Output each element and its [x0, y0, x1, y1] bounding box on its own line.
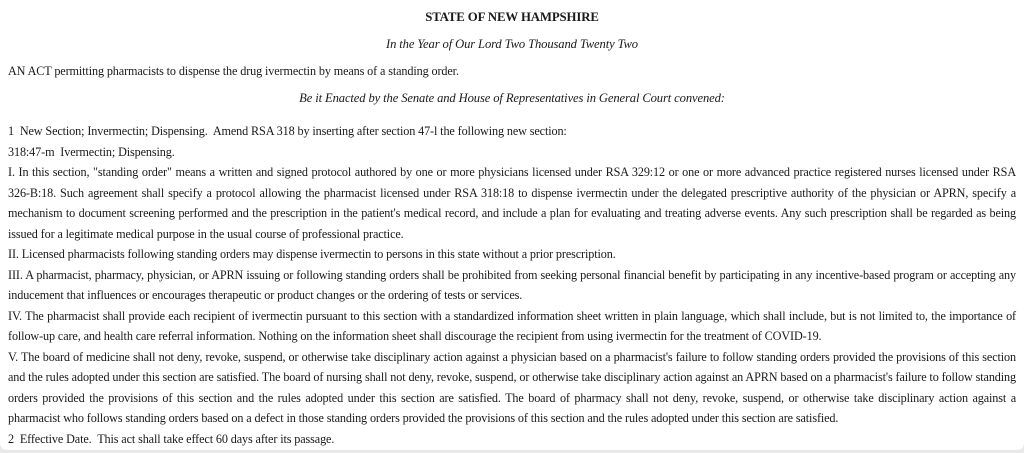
- paragraph-V: V. The board of medicine shall not deny, revoke, suspend, or otherwise take disciplinary action against a physician based on a pharmacist's failure to follow standing orders provided the provisions of this section and the rules adopted under this section are satisfied. The board of nursing shall not deny, revoke, suspend, or otherwise take disciplinary action against an APRN based on a pharmacist's failure to follow standing orders provided the provisions of this section and the rules adopted under this section are satisfied. The board of pharmacy shall not deny, revoke, suspend, or otherwise take disciplinary action against a pharmacist who follows standing orders based on a defect in those standing orders provided the provisions of this section and the rules adopted under this section are satisfied.: [8, 349, 1016, 425]
- paragraph-III: III. A pharmacist, pharmacy, physician, or APRN issuing or following standing orders shall be prohibited from seeking personal financial benefit by participating in any incentive-based program or accepting any inducement that influences or encourages therapeutic or product changes or the ordering of tests or services.: [8, 267, 1016, 302]
- enacting-clause: Be it Enacted by the Senate and House of Representatives in General Court convened:: [299, 91, 725, 105]
- section-2-effective-date-line: 2 Effective Date. This act shall take effect 60 days after its passage.: [8, 431, 335, 446]
- paragraph-II: II. Licensed pharmacists following standing orders may dispense ivermectin to persons in this state without a prior prescription.: [8, 247, 616, 261]
- act-title-line: AN ACT permitting pharmacists to dispense the drug ivermectin by means of a standing order.: [8, 64, 459, 78]
- paragraph-I: I. In this section, "standing order" means a written and signed protocol authored by one or more physicians licensed under RSA 329:12 or one or more advanced practice registered nurses licensed under RSA 326-B:18. Such agreement shall specify a protocol allowing the pharmacist licensed under RSA 318:18 to dispense ivermectin under the delegated prescriptive authority of the physician or APRN, specify a mechanism to document screening performed and the prescription in the patient's medical record, and include a plan for evaluating and treating adverse events. Any such prescription shall be regarded as being issued for a legitimate medical purpose in the usual course of professional practice.: [8, 165, 1016, 241]
- paragraph-IV: IV. The pharmacist shall provide each recipient of ivermectin pursuant to this section with a standardized information sheet written in plain language, which shall include, but is not limited to, the importance of follow-up care, and health care referral information. Nothing on the information sheet shall discourage the recipient from using ivermectin for the treatment of COVID-19.: [8, 308, 1016, 343]
- section-1-line: 1 New Section; Invermectin; Dispensing. Amend RSA 318 by inserting after section 47-l the following new section:: [8, 124, 567, 138]
- year-line: In the Year of Our Lord Two Thousand Twenty Two: [386, 37, 638, 51]
- section-318-47-m-line: 318:47-m Ivermectin; Dispensing.: [8, 144, 175, 159]
- document-title: STATE OF NEW HAMPSHIRE: [425, 10, 599, 24]
- bill-body: [8, 121, 1016, 449]
